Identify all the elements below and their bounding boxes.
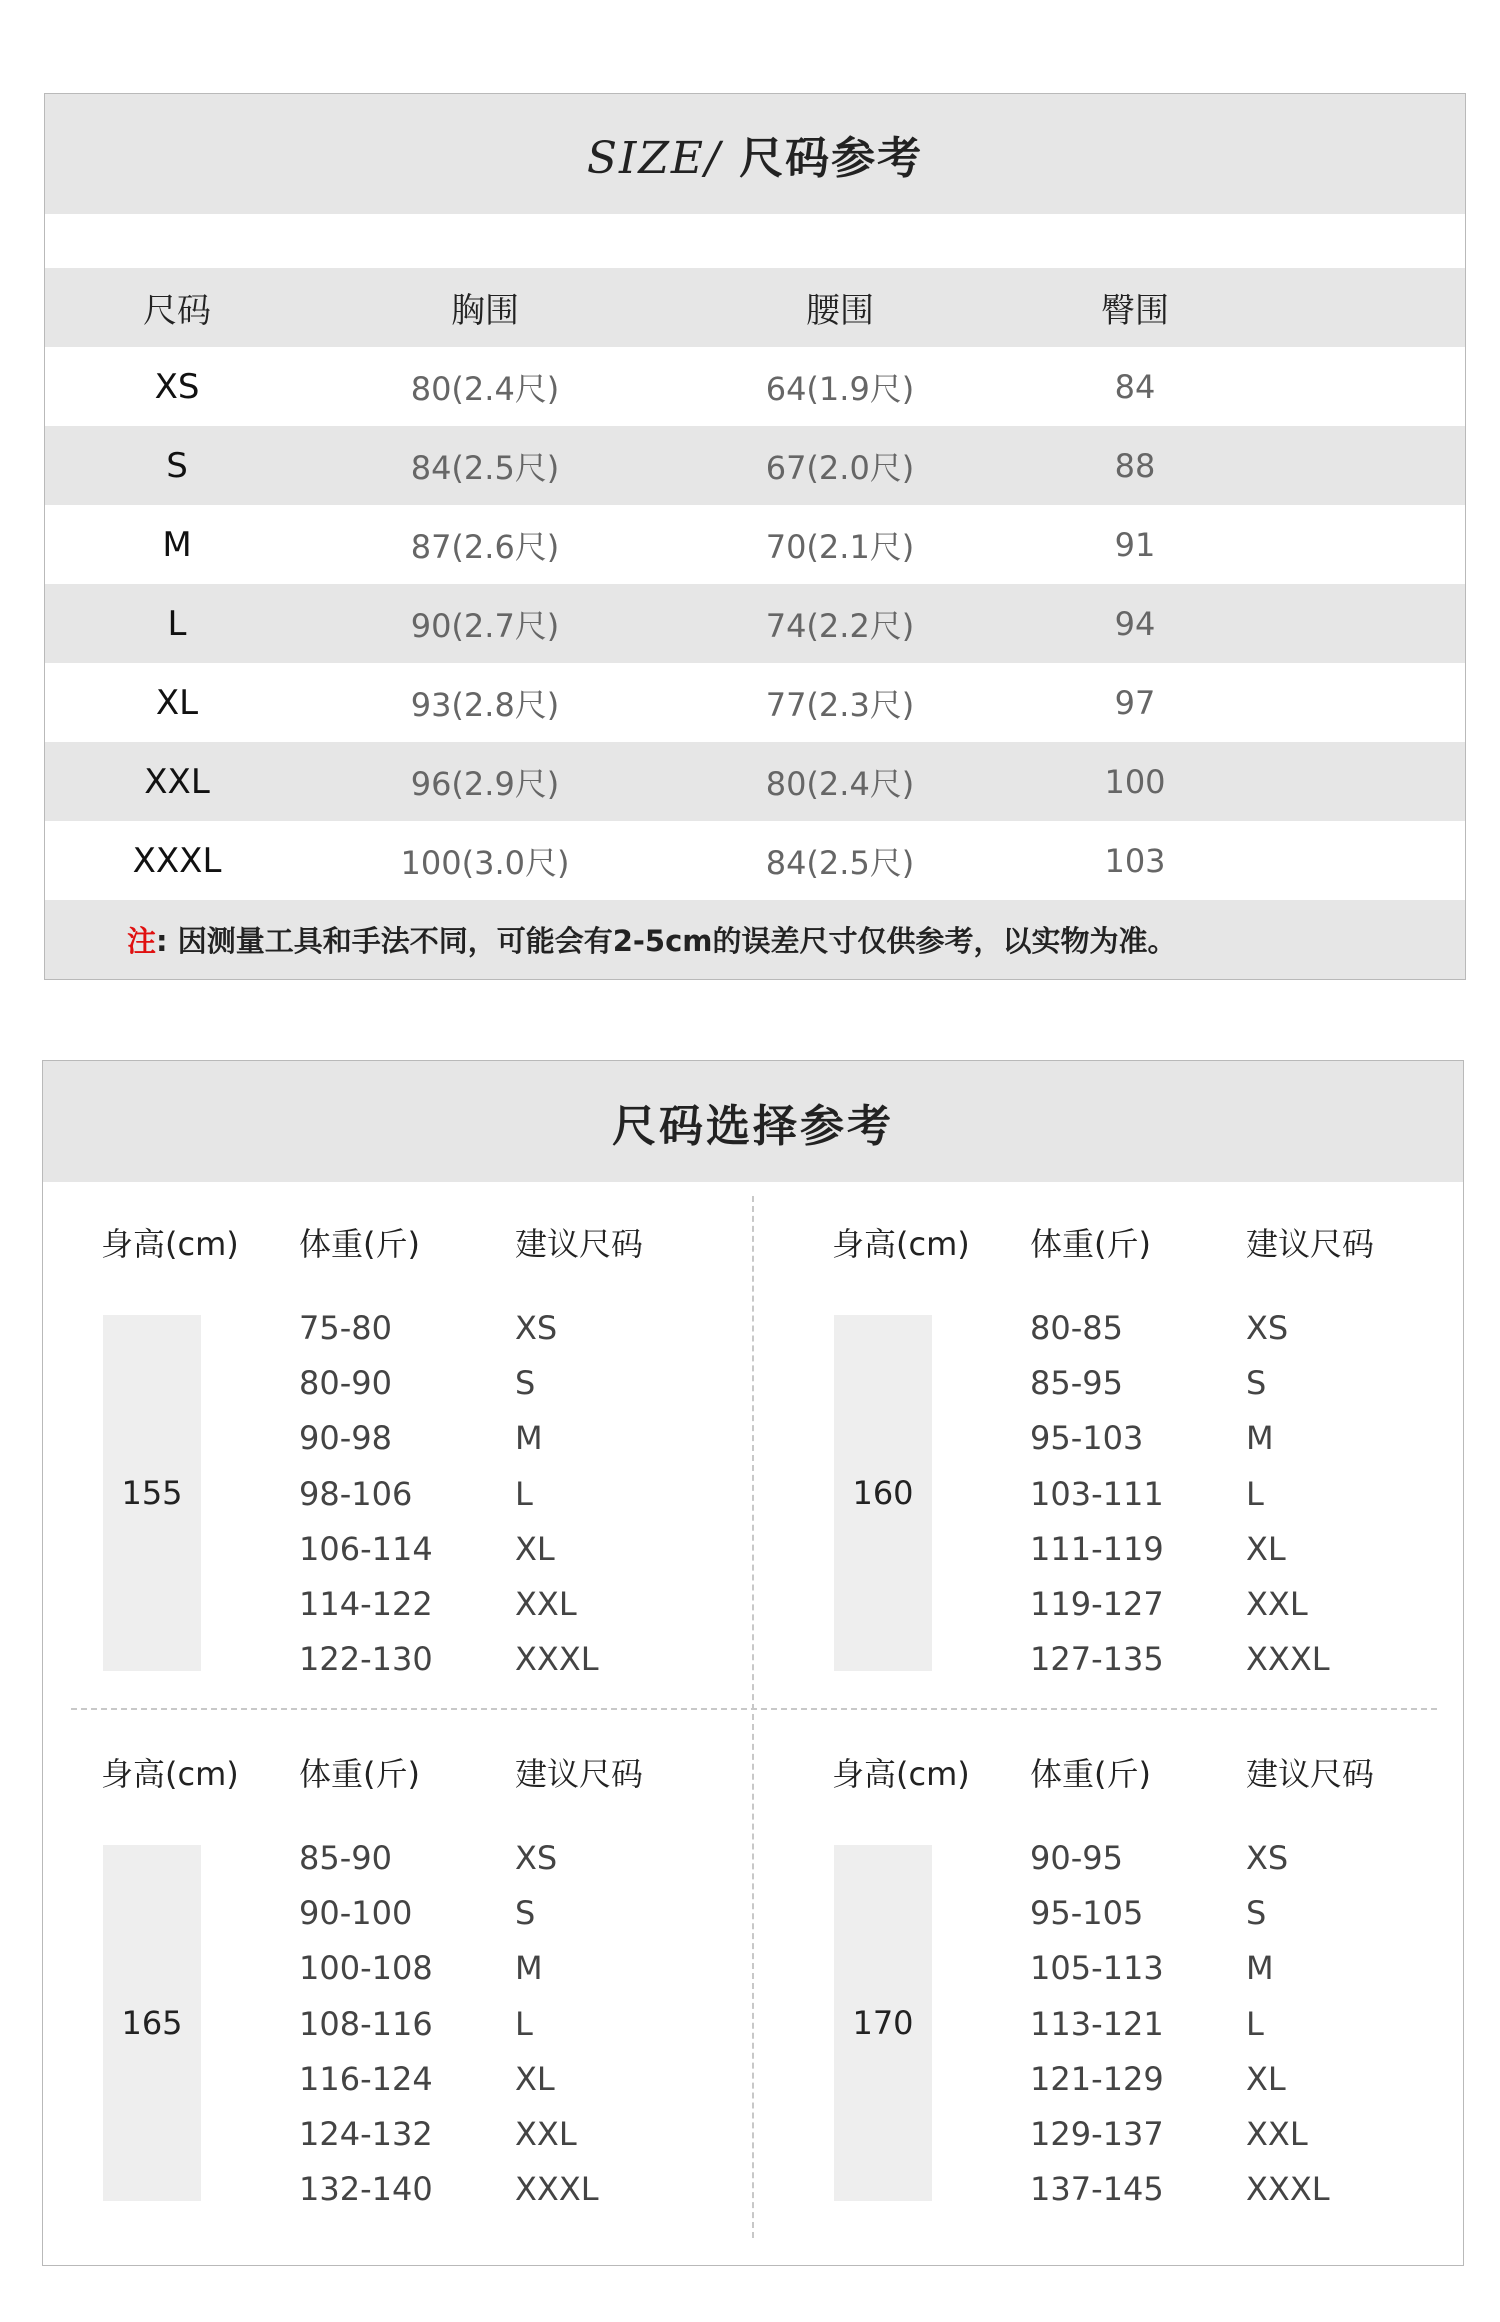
col-header-size: 建议尺码 — [515, 1755, 644, 1793]
cell-waist: 80(2.4尺) — [765, 764, 915, 803]
suggested-size: XXXL — [515, 2170, 599, 2209]
col-header-weight: 体重(斤) — [299, 1225, 420, 1263]
weight-range: 80-85 — [1030, 1309, 1123, 1347]
height-value: 165 — [103, 1845, 201, 2201]
size-table-title-en: SIZE/ — [586, 133, 722, 184]
cell-waist: 77(2.3尺) — [765, 685, 915, 724]
size-table-title-bar — [45, 94, 1465, 214]
weight-range: 85-90 — [299, 1839, 392, 1877]
height-value: 160 — [834, 1315, 932, 1671]
suggested-size: M — [1246, 1419, 1274, 1458]
list-item — [1030, 1997, 1406, 2052]
suggested-size: XS — [515, 1309, 558, 1347]
cell-chest: 84(2.5尺) — [410, 448, 560, 487]
weight-range: 90-95 — [1030, 1839, 1123, 1877]
guide-block-165 — [43, 1749, 743, 2266]
weight-range: 95-105 — [1030, 1894, 1144, 1933]
guide-block-160 — [774, 1219, 1464, 1739]
weight-range: 121-129 — [1030, 2059, 1164, 2098]
measurement-note — [45, 900, 1465, 979]
cell-chest: 80(2.4尺) — [410, 369, 560, 408]
weight-range: 80-90 — [299, 1364, 392, 1403]
list-item — [1030, 1941, 1406, 1996]
list-item — [1030, 1467, 1406, 1522]
list-item — [299, 1356, 675, 1411]
weight-range: 114-122 — [299, 1584, 433, 1623]
suggested-size: S — [515, 1894, 536, 1933]
cell-hip: 88 — [1114, 446, 1156, 485]
col-header-size: 建议尺码 — [515, 1225, 644, 1263]
cell-size: XXXL — [132, 840, 222, 881]
cell-chest: 90(2.7尺) — [410, 606, 560, 645]
suggested-size: S — [1246, 1894, 1267, 1933]
suggested-size: S — [515, 1364, 536, 1403]
suggested-size: XXL — [1246, 1584, 1308, 1623]
cell-size: S — [166, 445, 188, 486]
weight-range: 111-119 — [1030, 1529, 1164, 1568]
suggested-size: XS — [515, 1839, 558, 1877]
weight-range: 90-100 — [299, 1894, 413, 1933]
col-header-size: 建议尺码 — [1246, 1225, 1375, 1263]
weight-range: 95-103 — [1030, 1419, 1144, 1458]
cell-waist: 67(2.0尺) — [765, 448, 915, 487]
weight-range: 90-98 — [299, 1419, 392, 1458]
suggested-size: XL — [515, 1529, 555, 1568]
cell-chest: 96(2.9尺) — [410, 764, 560, 803]
col-header-height: 身高(cm) — [101, 1225, 239, 1263]
weight-range: 105-113 — [1030, 1949, 1164, 1988]
cell-hip: 103 — [1104, 841, 1166, 880]
col-header-height: 身高(cm) — [832, 1225, 970, 1263]
suggested-size: XL — [515, 2059, 555, 2098]
list-item — [1030, 1522, 1406, 1577]
weight-range: 106-114 — [299, 1529, 433, 1568]
table-row — [45, 663, 1465, 742]
cell-hip: 97 — [1114, 683, 1156, 722]
list-item — [299, 1411, 675, 1466]
suggested-size: M — [515, 1419, 543, 1458]
list-item — [1030, 2107, 1406, 2162]
height-value: 155 — [103, 1315, 201, 1671]
suggested-size: XXL — [1246, 2114, 1308, 2153]
list-item — [299, 2052, 675, 2107]
header-chest: 胸围 — [451, 291, 519, 331]
cell-hip: 94 — [1114, 604, 1156, 643]
suggested-size: XXXL — [1246, 2170, 1330, 2209]
weight-range: 85-95 — [1030, 1364, 1123, 1403]
cell-size: XL — [155, 682, 199, 723]
guide-block-170 — [774, 1749, 1464, 2266]
list-item — [299, 2107, 675, 2162]
cell-size: L — [167, 603, 187, 644]
header-hip: 臀围 — [1101, 291, 1169, 331]
size-table-spacer — [45, 214, 1465, 268]
header-waist: 腰围 — [806, 291, 874, 331]
weight-range: 116-124 — [299, 2059, 433, 2098]
weight-range: 113-121 — [1030, 2004, 1164, 2043]
weight-size-list — [299, 1831, 675, 2217]
size-table-header-row — [45, 268, 1465, 347]
table-row — [45, 821, 1465, 900]
list-item — [299, 2162, 675, 2217]
weight-range: 98-106 — [299, 1474, 413, 1513]
list-item — [1030, 1886, 1406, 1941]
height-value: 170 — [834, 1845, 932, 2201]
suggested-size: L — [515, 1474, 533, 1513]
table-row — [45, 505, 1465, 584]
weight-range: 124-132 — [299, 2114, 433, 2153]
weight-range: 100-108 — [299, 1949, 433, 1988]
weight-size-list — [299, 1301, 675, 1687]
suggested-size: S — [1246, 1364, 1267, 1403]
weight-range: 122-130 — [299, 1640, 433, 1679]
weight-range: 119-127 — [1030, 1584, 1164, 1623]
suggested-size: XXL — [515, 1584, 577, 1623]
weight-range: 127-135 — [1030, 1640, 1164, 1679]
cell-waist: 84(2.5尺) — [765, 843, 915, 882]
cell-size: M — [162, 524, 192, 565]
suggested-size: XS — [1246, 1839, 1289, 1877]
list-item — [1030, 1632, 1406, 1687]
suggested-size: XL — [1246, 1529, 1286, 1568]
size-table-card — [44, 93, 1466, 980]
list-item — [299, 1522, 675, 1577]
cell-hip: 84 — [1114, 367, 1156, 406]
col-header-height: 身高(cm) — [832, 1755, 970, 1793]
cell-waist: 64(1.9尺) — [765, 369, 915, 408]
list-item — [299, 1577, 675, 1632]
col-header-height: 身高(cm) — [101, 1755, 239, 1793]
cell-chest: 93(2.8尺) — [410, 685, 560, 724]
weight-range: 129-137 — [1030, 2114, 1164, 2153]
cell-hip: 100 — [1104, 762, 1166, 801]
suggested-size: XL — [1246, 2059, 1286, 2098]
col-header-weight: 体重(斤) — [1030, 1225, 1151, 1263]
size-guide-title-bar — [43, 1061, 1463, 1182]
suggested-size: M — [1246, 1949, 1274, 1988]
list-item — [299, 1941, 675, 1996]
size-table-title-cn: 尺码参考 — [721, 133, 924, 184]
list-item — [299, 1997, 675, 2052]
weight-range: 108-116 — [299, 2004, 433, 2043]
list-item — [299, 1831, 675, 1886]
suggested-size: XXL — [515, 2114, 577, 2153]
list-item — [1030, 1831, 1406, 1886]
weight-range: 103-111 — [1030, 1474, 1164, 1513]
size-table-title — [587, 122, 923, 186]
suggested-size: XS — [1246, 1309, 1289, 1347]
weight-size-list — [1030, 1831, 1406, 2217]
list-item — [299, 1467, 675, 1522]
list-item — [299, 1886, 675, 1941]
header-size: 尺码 — [143, 291, 211, 331]
cell-waist: 74(2.2尺) — [765, 606, 915, 645]
cell-size: XS — [154, 366, 200, 407]
weight-range: 137-145 — [1030, 2170, 1164, 2209]
col-header-weight: 体重(斤) — [1030, 1755, 1151, 1793]
suggested-size: L — [515, 2004, 533, 2043]
list-item — [1030, 1356, 1406, 1411]
list-item — [1030, 2162, 1406, 2217]
cell-waist: 70(2.1尺) — [765, 527, 915, 566]
weight-range: 132-140 — [299, 2170, 433, 2209]
weight-range: 75-80 — [299, 1309, 392, 1347]
suggested-size: XXXL — [1246, 1640, 1330, 1679]
col-header-weight: 体重(斤) — [299, 1755, 420, 1793]
cell-chest: 87(2.6尺) — [410, 527, 560, 566]
guide-block-155 — [43, 1219, 743, 1739]
cell-chest: 100(3.0尺) — [400, 843, 570, 882]
list-item — [1030, 2052, 1406, 2107]
list-item — [1030, 1301, 1406, 1356]
size-guide-title: 尺码选择参考 — [612, 1100, 894, 1152]
suggested-size: L — [1246, 1474, 1264, 1513]
note-text: : 因测量工具和手法不同，可能会有2-5cm的误差尺寸仅供参考，以实物为准。 — [156, 924, 1177, 958]
weight-size-list — [1030, 1301, 1406, 1687]
suggested-size: M — [515, 1949, 543, 1988]
cell-size: XXL — [144, 761, 210, 802]
suggested-size: L — [1246, 2004, 1264, 2043]
vertical-divider — [752, 1196, 754, 2238]
note-mark: 注 — [127, 924, 157, 958]
cell-hip: 91 — [1114, 525, 1156, 564]
list-item — [1030, 1411, 1406, 1466]
size-guide-card — [42, 1060, 1464, 2266]
table-row — [45, 426, 1465, 505]
table-row — [45, 742, 1465, 821]
list-item — [1030, 1577, 1406, 1632]
list-item — [299, 1301, 675, 1356]
list-item — [299, 1632, 675, 1687]
suggested-size: XXXL — [515, 1640, 599, 1679]
table-row — [45, 584, 1465, 663]
col-header-size: 建议尺码 — [1246, 1755, 1375, 1793]
table-row — [45, 347, 1465, 426]
